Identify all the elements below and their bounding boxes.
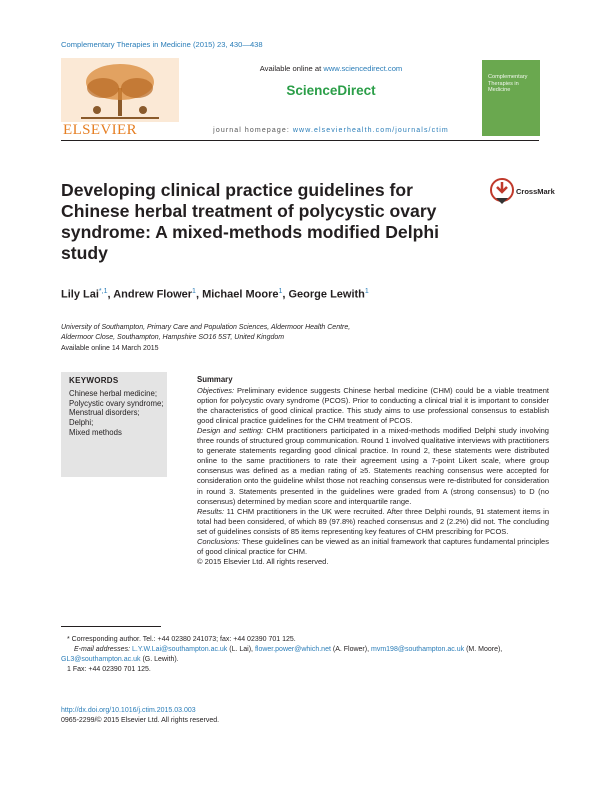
journal-masthead [61,58,597,138]
email-addresses [61,645,551,655]
footnotes [61,635,551,675]
cover-title: Complementary Therapies in Medicine [488,74,528,94]
crossmark-label: CrossMark [516,187,555,196]
article-title: Developing clinical practice guidelines for Chinese herbal treatment of polycystic ovary syndrome: A mixed-methods modified Delphi study [61,180,439,263]
elsevier-tree-icon [61,58,179,122]
journal-homepage-label: journal homepage: [213,127,290,134]
available-online-date: Available online 14 March 2015 [61,345,159,352]
email-addresses-continued [61,655,551,665]
email-link[interactable]: mvm198@southampton.ac.uk [371,646,465,654]
author-list: Lily Lai$^{*,1}$, Andrew Flower$^1$, Michael Moore$^1$, George Lewith$^1$ [61,288,369,301]
sciencedirect-link[interactable]: www.sciencedirect.com [323,64,403,73]
author-name[interactable]: George Lewith [288,288,365,301]
results-text: 11 CHM practitioners in the UK were recruited. After three Delphi rounds, 91 statement items in total had been considered, of which 89 (97.8%) reached consensus and 2 (2.2%) did not. The concluding set of guidelines consists of 85 items representing key features of CHM prescribing for PCOS. [197,506,549,536]
email-link[interactable]: GL3@southampton.ac.uk [61,656,141,664]
keyword-item: Mixed methods [69,427,122,437]
keywords-box [61,372,167,477]
crossmark-badge[interactable] [490,178,554,208]
keyword-item: Menstrual disorders; [69,408,140,418]
sciencedirect-block [183,58,479,138]
summary-results [197,507,549,537]
abstract-summary [197,375,549,567]
fax-footnote: 1 Fax: +44 02390 701 125. [67,666,151,674]
journal-citation[interactable]: Complementary Therapies in Medicine (2015) 23, 430—438 [61,40,263,49]
author-marks[interactable]: 1 [278,288,283,295]
keyword-item: Delphi; [69,418,94,428]
summary-objectives [197,386,549,426]
journal-homepage-line [183,127,479,134]
email-owner: (A. Flower), [332,646,370,654]
summary-conclusions [197,537,549,557]
design-text: CHM practitioners participated in a mixed-methods modified Delphi study involving three rounds of structured group communication. Round 1 involved qualitative interviews with practitioners to generate statements regarding good clinical practice. In round 2, these statements were distributed online to the same practitioners to rate their agreement using a 7-point Likert scale, where group consensus was defined as a median rating of ≥5. Statements reaching consensus were accepted for consideration onto the guideline whilst those not reaching consensus were re-distributed for consideration in round 3. Statements presented in the guidelines were graded from A (strong consensus) to D (no consensus) determined by median score and interquartile range. [197,426,549,506]
available-online-line [183,64,479,73]
author-marks[interactable]: 1 [192,288,196,295]
issn-copyright: 0965-2299/© 2015 Elsevier Ltd. All rights reserved. [61,717,220,724]
email-link[interactable]: L.Y.W.Lai@southampton.ac.uk [131,646,228,654]
email-owner: (G. Lewith). [142,656,179,664]
affiliation-line: Aldermoor Close, Southampton, Hampshire SO16 5ST, United Kingdom [61,334,285,341]
email-owner: (L. Lai), [229,646,253,654]
conclusions-text: These guidelines can be viewed as an initial framework that captures fundamental principles of good clinical practice for CHM. [197,536,549,556]
design-label: Design and setting: [197,426,264,436]
author-name[interactable]: Lily Lai [61,288,99,301]
results-label: Results: [197,506,225,516]
elsevier-wordmark: ELSEVIER [63,122,138,138]
email-label: E-mail addresses: [74,646,131,654]
doi-block [61,706,219,726]
journal-homepage-link[interactable]: www.elsevierhealth.com/journals/ctim [292,127,449,134]
author-marks[interactable]: *,1 [98,288,108,295]
summary-heading: Summary [197,375,233,384]
conclusions-label: Conclusions: [197,536,240,546]
author-name[interactable]: Andrew Flower [113,288,193,301]
elsevier-logo[interactable] [61,58,179,138]
keyword-item: Polycystic ovary syndrome; [69,398,164,408]
email-link[interactable]: flower.power@which.net [254,646,331,654]
keyword-item: Chinese herbal medicine; [69,389,157,398]
summary-design [197,426,549,506]
corresponding-author-note: * Corresponding author. Tel.: +44 02380 241073; fax: +44 02390 701 125. [67,636,296,643]
available-online-prefix: Available online at [259,64,322,73]
email-owner: (M. Moore), [466,646,503,654]
keywords-list [69,389,165,438]
affiliation [61,323,350,343]
keywords-heading: KEYWORDS [69,376,119,385]
author-marks[interactable]: 1 [364,288,369,295]
summary-copyright: © 2015 Elsevier Ltd. All rights reserved. [197,556,329,566]
doi-link[interactable]: http://dx.doi.org/10.1016/j.ctim.2015.03.003 [61,707,196,714]
objectives-label: Objectives: [197,386,235,396]
author-name[interactable]: Michael Moore [202,288,279,301]
masthead-divider [61,140,539,141]
affiliation-line: University of Southampton, Primary Care and Population Sciences, Aldermoor Health Centre, [61,324,351,331]
footnote-divider [61,626,161,627]
objectives-text: Preliminary evidence suggests Chinese herbal medicine (CHM) could be a viable treatment option for polycystic ovary syndrome (PCOS). Prior to conducting a clinical trial it is important to consider the characteristics of good clinical practice. This study aims to use professional consensus to establish good clinical practice guidelines for the CHM treatment of PCOS. [197,386,549,426]
crossmark-icon [490,178,514,206]
journal-cover-thumbnail[interactable] [482,60,540,136]
sciencedirect-logo[interactable]: ScienceDirect [286,83,376,98]
